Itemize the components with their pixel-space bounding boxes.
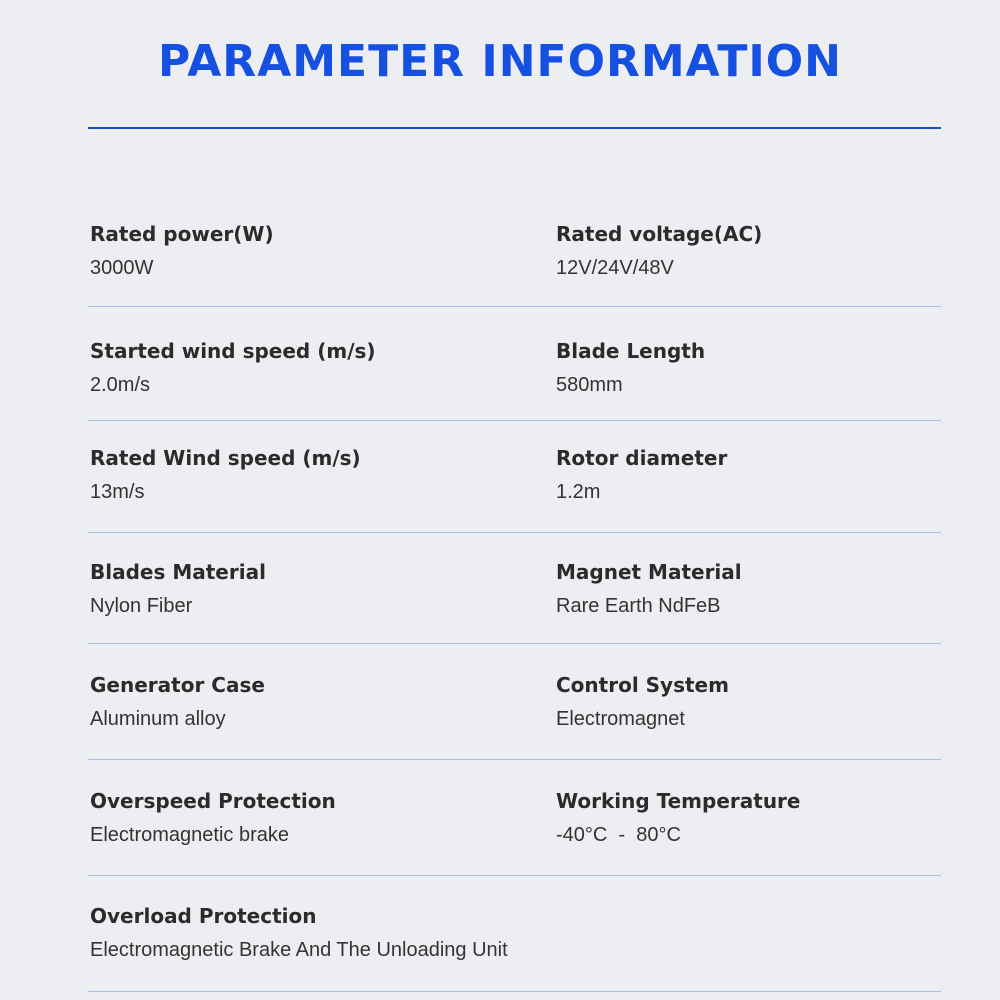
param-rated-power [90, 222, 274, 280]
param-value: 13m/s [90, 481, 145, 503]
param-value: 12V/24V/48V [556, 257, 674, 279]
param-label: Rated power(W) [90, 222, 274, 246]
param-label: Overspeed Protection [90, 789, 336, 813]
param-rated-voltage [556, 222, 762, 280]
page-title: PARAMETER INFORMATION [158, 36, 842, 87]
param-label: Control System [556, 673, 729, 697]
param-value: Electromagnetic Brake And The Unloading Unit [90, 939, 508, 961]
param-label: Blade Length [556, 339, 706, 363]
param-value: 1.2m [556, 481, 601, 503]
param-row-4 [88, 560, 941, 644]
param-label: Working Temperature [556, 789, 801, 813]
param-rated-wind-speed [90, 446, 361, 504]
param-value: Rare Earth NdFeB [556, 595, 721, 617]
param-blade-length [556, 339, 705, 397]
param-label: Generator Case [90, 673, 265, 697]
param-row-5 [88, 673, 941, 760]
param-control-system [556, 673, 729, 731]
param-label: Rotor diameter [556, 446, 728, 470]
param-label: Started wind speed (m/s) [90, 339, 376, 363]
param-generator-case [90, 673, 265, 731]
param-label: Overload Protection [90, 904, 317, 928]
param-label: Rated Wind speed (m/s) [90, 446, 361, 470]
title-divider [88, 127, 941, 129]
param-magnet-material [556, 560, 742, 618]
param-value: 2.0m/s [90, 374, 151, 396]
param-value: Nylon Fiber [90, 595, 193, 617]
param-value: Electromagnet [556, 708, 685, 730]
param-rotor-diameter [556, 446, 727, 504]
param-overspeed-protection [90, 789, 336, 847]
param-row-1 [88, 222, 941, 307]
param-started-wind-speed [90, 339, 376, 397]
param-value: -40°C - 80°C [556, 824, 681, 846]
param-row-2 [88, 339, 941, 421]
param-label: Blades Material [90, 560, 266, 584]
param-value: Electromagnetic brake [90, 824, 289, 846]
param-value: 580mm [556, 374, 623, 396]
param-overload-protection [90, 904, 508, 962]
param-value: 3000W [90, 257, 154, 279]
param-label: Magnet Material [556, 560, 742, 584]
param-working-temperature [556, 789, 800, 847]
param-blades-material [90, 560, 266, 618]
param-row-6 [88, 789, 941, 876]
param-value: Aluminum alloy [90, 708, 226, 730]
param-row-3 [88, 446, 941, 533]
param-row-7 [88, 904, 941, 992]
param-label: Rated voltage(AC) [556, 222, 763, 246]
